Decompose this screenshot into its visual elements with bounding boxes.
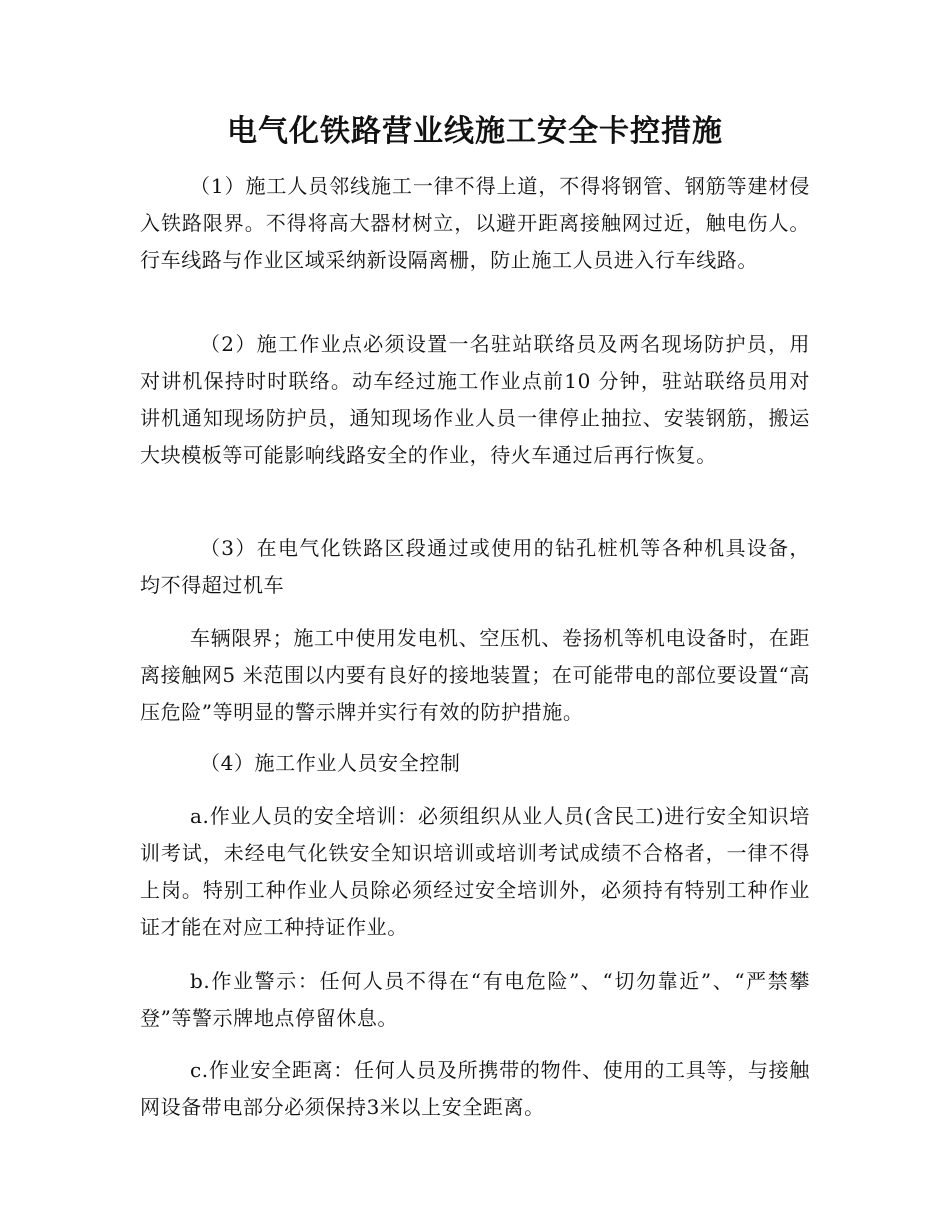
document-title: 电气化铁路营业线施工安全卡控措施 xyxy=(227,114,723,149)
paragraph-5: （4）施工作业人员安全控制 xyxy=(200,751,461,775)
paragraph-3: （3）在电气化铁路区段通过或使用的钻孔桩机等各种机具设备，均不得超过机车 xyxy=(140,536,810,597)
paragraph-6: a.作业人员的安全培训：必须组织从业人员(含民工)进行安全知识培训考试，未经电气化铁安全知识培训或培训考试成绩不合格者，一律不得上岗。特别工种作业人员除必须经过安全培训外，必须持有特别工种作业证才能在对应工种持证作业。 xyxy=(140,804,810,939)
paragraph-7: b.作业警示：任何人员不得在“有电危险”、“切勿靠近”、“严禁攀登”等警示牌地点停留休息。 xyxy=(140,969,810,1030)
paragraph-1: （1）施工人员邻线施工一律不得上道，不得将钢管、钢筋等建材侵入铁路限界。不得将高大器材树立，以避开距离接触网过近，触电伤人。行车线路与作业区域采纳新设隔离栅，防止施工人员进入行车线路。 xyxy=(140,174,810,272)
paragraph-8: c.作业安全距离：任何人员及所携带的物件、使用的工具等，与接触网设备带电部分必须保持3米以上安全距离。 xyxy=(140,1058,810,1119)
paragraph-4: 车辆限界；施工中使用发电机、空压机、卷扬机等机电设备时，在距离接触网5 米范围以内要有良好的接地装置；在可能带电的部位要设置“高压危险”等明显的警示牌并实行有效的防护措施。 xyxy=(140,626,810,724)
paragraph-2: （2）施工作业点必须设置一名驻站联络员及两名现场防护员，用对讲机保持时时联络。动车经过施工作业点前10 分钟，驻站联络员用对讲机通知现场防护员，通知现场作业人员一律停止抽拉、安装钢筋，搬运大块模板等可能影响线路安全的作业，待火车通过后再行恢复。 xyxy=(140,332,810,467)
